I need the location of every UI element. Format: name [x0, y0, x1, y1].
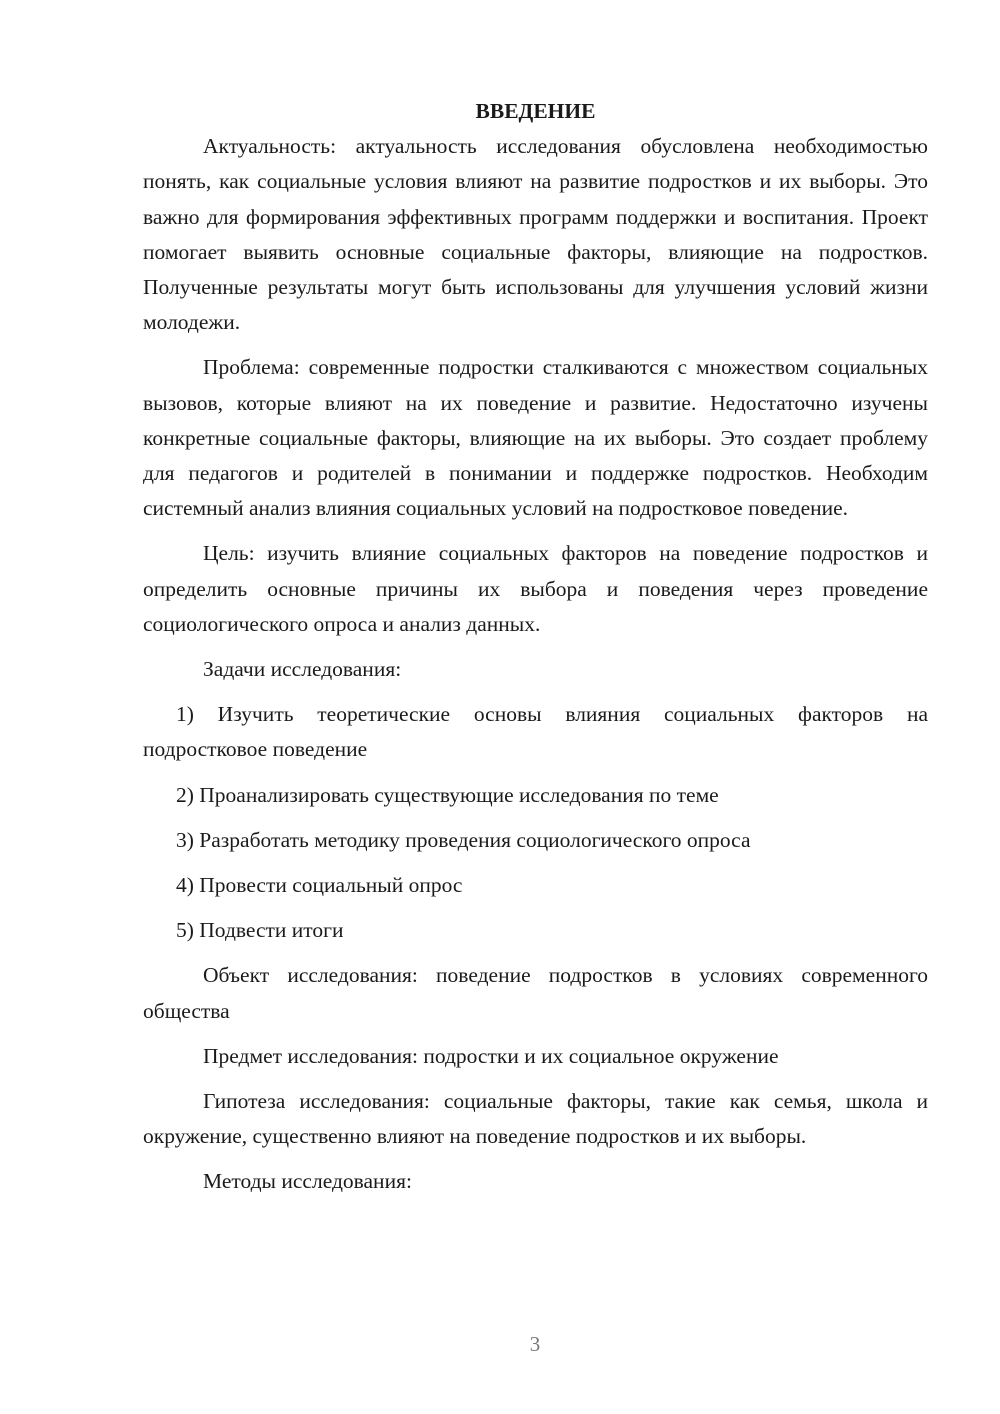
- paragraph-hypothesis: Гипотеза исследования: социальные факторы, такие как семья, школа и окружение, существенно влияют на поведение подростков и их выборы.: [143, 1089, 928, 1149]
- paragraph-goal: Цель: изучить влияние социальных факторов на поведение подростков и определить основные причины их выбора и поведения через проведение социологического опроса и анализ данных.: [143, 541, 928, 636]
- tasks-heading: Задачи исследования:: [203, 657, 402, 682]
- task-item-5: 5) Подвести итоги: [176, 918, 344, 943]
- methods-heading: Методы исследования:: [203, 1169, 412, 1194]
- paragraph-subject: Предмет исследования: подростки и их социальное окружение: [203, 1043, 779, 1068]
- task-item-4: 4) Провести социальный опрос: [176, 873, 463, 898]
- paragraph-problem: Проблема: современные подростки сталкиваются с множеством социальных вызовов, которые влияют на их поведение и развитие. Недостаточно изучены конкретные социальные факторы, влияющие на их выборы. Это создает проблему для педагогов и родителей в понимании и поддержке подростков. Необходим системный анализ влияния социальных условий на подростковое поведение.: [143, 355, 928, 521]
- paragraph-relevance: Актуальность: актуальность исследования обусловлена необходимостью понять, как социальные условия влияют на развитие подростков и их выборы. Это важно для формирования эффективных программ поддержки и воспитания. Проект помогает выявить основные социальные факторы, влияющие на подростков. Полученные результаты могут быть использованы для улучшения условий жизни молодежи.: [143, 134, 928, 335]
- task-item-3: 3) Разработать методику проведения социологического опроса: [176, 827, 751, 852]
- page-content: [143, 94, 928, 1200]
- page-number: 3: [529, 1332, 541, 1356]
- task-item-1: 1) Изучить теоретические основы влияния социальных факторов на подростковое поведение: [143, 702, 928, 762]
- paragraph-object: Объект исследования: поведение подростков в условиях современного общества: [143, 963, 928, 1023]
- task-item-2: 2) Проанализировать существующие исследования по теме: [176, 782, 719, 807]
- section-title: ВВЕДЕНИЕ: [475, 99, 596, 123]
